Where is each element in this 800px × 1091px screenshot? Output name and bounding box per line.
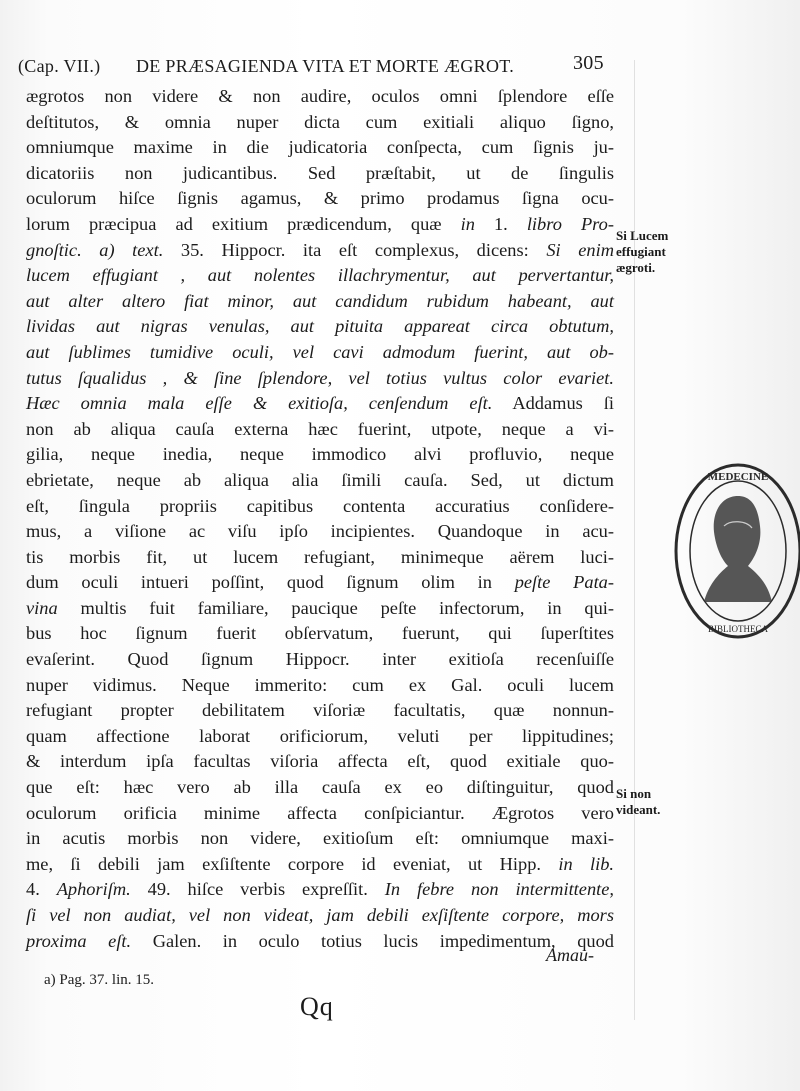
text-line — [26, 698, 614, 724]
signature-mark: Qq — [300, 992, 334, 1021]
italic-segment: vina — [26, 597, 58, 618]
text-line — [26, 340, 614, 366]
text-line — [26, 801, 614, 827]
text-line — [26, 468, 614, 494]
text-line — [26, 673, 614, 699]
text-line — [26, 161, 614, 187]
main-text-block — [26, 84, 614, 954]
text-line — [26, 647, 614, 673]
text-line — [26, 929, 614, 955]
text-line — [26, 621, 614, 647]
text-segment: ebrietate, neque ab aliqua alia ſimili cauſa. Sed, ut dictum — [26, 469, 614, 490]
italic-segment: peſte Pata- — [514, 572, 614, 593]
text-segment: omniumque maxime in die judicatoria conſpecta, cum ſignis ju- — [26, 137, 614, 158]
text-line — [26, 314, 614, 340]
italic-segment: lucem effugiant , aut nolentes illachrymentur, aut pervertantur, — [26, 265, 614, 286]
text-line — [26, 775, 614, 801]
text-line — [26, 877, 614, 903]
text-segment: mus, a viſione ac viſu ipſo incipientes. Quandoque in acu- — [26, 521, 614, 542]
text-segment: Galen. in oculo totius lucis impedimentum, quod — [131, 930, 614, 951]
text-segment: non ab aliqua cauſa externa hæc fuerint, utpote, neque a vi- — [26, 418, 614, 439]
svg-text:BIBLIOTHECA: BIBLIOTHECA — [708, 624, 768, 634]
chapter-label: (Cap. VII.) — [18, 56, 101, 76]
margin-note-line: ægroti. — [616, 260, 656, 275]
text-line — [26, 186, 614, 212]
catchword: Amau- — [546, 945, 594, 965]
text-segment: lorum præcipua ad exitium prædicendum, quæ — [26, 213, 461, 234]
footnote: a) Pag. 37. lin. 15. — [44, 972, 154, 988]
text-segment: oculorum orificia minime affecta conſpiciantur. Ægrotos vero — [26, 802, 614, 823]
text-line — [26, 391, 614, 417]
text-segment: multis fuit familiare, paucique peſte infectorum, in qui- — [57, 597, 614, 618]
italic-segment: in — [460, 213, 475, 234]
text-segment: & interdum ipſa facultas viſoria affecta eſt, quod exitiale quo- — [26, 751, 614, 772]
italic-segment: Si enim — [546, 239, 614, 260]
text-line — [26, 442, 614, 468]
text-line — [26, 84, 614, 110]
svg-text:MEDECINE: MEDECINE — [707, 471, 769, 483]
text-line — [26, 289, 614, 315]
text-line — [26, 724, 614, 750]
text-segment: quam affectione laborat orificiorum, veluti per lippitudines; — [26, 725, 614, 746]
text-line — [26, 366, 614, 392]
italic-segment: Aphoriſm. — [56, 879, 131, 900]
italic-segment: ſi vel non audiat, vel non videat, jam debili exſiſtente corpore, mors — [26, 905, 614, 925]
library-stamp-icon — [668, 456, 800, 646]
text-segment: in acutis morbis non videre, exitioſum eſt: omniumque maxi- — [26, 828, 614, 849]
text-line — [26, 263, 614, 289]
text-segment: oculorum hiſce ſignis agamus, & primo prodamus ſigna ocu- — [26, 188, 614, 209]
text-line — [26, 826, 614, 852]
text-line — [26, 545, 614, 571]
text-segment: 49. hiſce verbis expreſſit. — [130, 879, 385, 900]
italic-segment: gnoſtic. a) text. — [26, 239, 164, 260]
text-line — [26, 135, 614, 161]
text-segment: 1. — [474, 213, 527, 234]
margin-note-line: Si Lucem — [616, 228, 669, 243]
text-segment: evaſerint. Quod ſignum Hippocr. inter exitioſa recenſuiſſe — [26, 649, 614, 670]
text-segment: tis morbis fit, ut lucem refugiant, minimeque aërem luci- — [26, 546, 614, 567]
italic-segment: lividas aut nigras venulas, aut pituita appareat circa obtutum, — [26, 316, 614, 337]
italic-segment: aut ſublimes tumidive oculi, vel cavi admodum fuerint, aut ob- — [26, 341, 614, 362]
italic-segment: Hæc omnia mala eſſe & exitioſa, cenſendum eſt. — [26, 393, 493, 414]
italic-segment: proxima eſt. — [26, 930, 132, 951]
text-segment: deſtitutos, & omnia nuper dicta cum exitiali aliquo ſigno, — [26, 111, 614, 132]
margin-note-line: videant. — [616, 802, 661, 817]
text-segment: ægrotos non videre & non audire, oculos omni ſplendore eſſe — [26, 86, 614, 106]
text-segment: que eſt: hæc vero ab illa cauſa ex eo diſtinguitur, quod — [26, 777, 614, 798]
italic-segment: libro Pro- — [526, 213, 614, 234]
text-segment: dum oculi intueri poſſint, quod ſignum olim in — [26, 572, 515, 593]
text-line — [26, 417, 614, 443]
margin-note-lucem — [616, 228, 668, 276]
text-line — [26, 238, 614, 264]
text-segment: refugiant propter debilitatem viſoriæ facultatis, quæ nonnun- — [26, 700, 614, 721]
text-line — [26, 110, 614, 136]
text-line — [26, 596, 614, 622]
page-number: 305 — [573, 52, 604, 74]
text-segment: Addamus ſi — [492, 393, 614, 414]
text-segment: dicatoriis non judicantibus. Sed præſtabit, ut de ſingulis — [26, 162, 614, 183]
italic-segment: aut alter altero fiat minor, aut candidum rubidum habeant, aut — [26, 290, 614, 311]
text-segment: me, ſi debili jam exſiſtente corpore id eveniat, ut Hipp. — [26, 853, 559, 874]
margin-note-line: Si non — [616, 786, 652, 801]
italic-segment: in lib. — [558, 853, 614, 874]
italic-segment: In febre non intermittente, — [384, 879, 615, 900]
running-title: DE PRÆSAGIENDA VITA ET MORTE ÆGROT. — [136, 56, 514, 76]
margin-note-line: effugiant — [616, 244, 666, 259]
italic-segment: tutus ſqualidus , & ſine ſplendore, vel totius vultus color evariet. — [26, 367, 614, 388]
text-line — [26, 903, 614, 929]
text-line — [26, 212, 614, 238]
text-line — [26, 852, 614, 878]
text-line — [26, 749, 614, 775]
text-segment: 35. Hippocr. ita eſt complexus, dicens: — [163, 239, 547, 260]
text-line — [26, 519, 614, 545]
text-segment: eſt, ſingula propriis capitibus contenta accuratius conſidere- — [26, 495, 614, 516]
text-line — [26, 570, 614, 596]
page-edge-shadow — [634, 60, 635, 1020]
running-header — [18, 50, 618, 84]
text-segment: nuper vidimus. Neque immerito: cum ex Gal. oculi lucem — [26, 674, 614, 695]
text-segment: gilia, neque inedia, neque immodico alvi profluvio, neque — [26, 444, 614, 465]
text-segment: 4. — [26, 879, 57, 900]
text-line — [26, 494, 614, 520]
text-segment: bus hoc ſignum fuerit obſervatum, fuerunt, qui ſuperſtites — [26, 623, 614, 644]
margin-note-videant — [616, 786, 660, 818]
